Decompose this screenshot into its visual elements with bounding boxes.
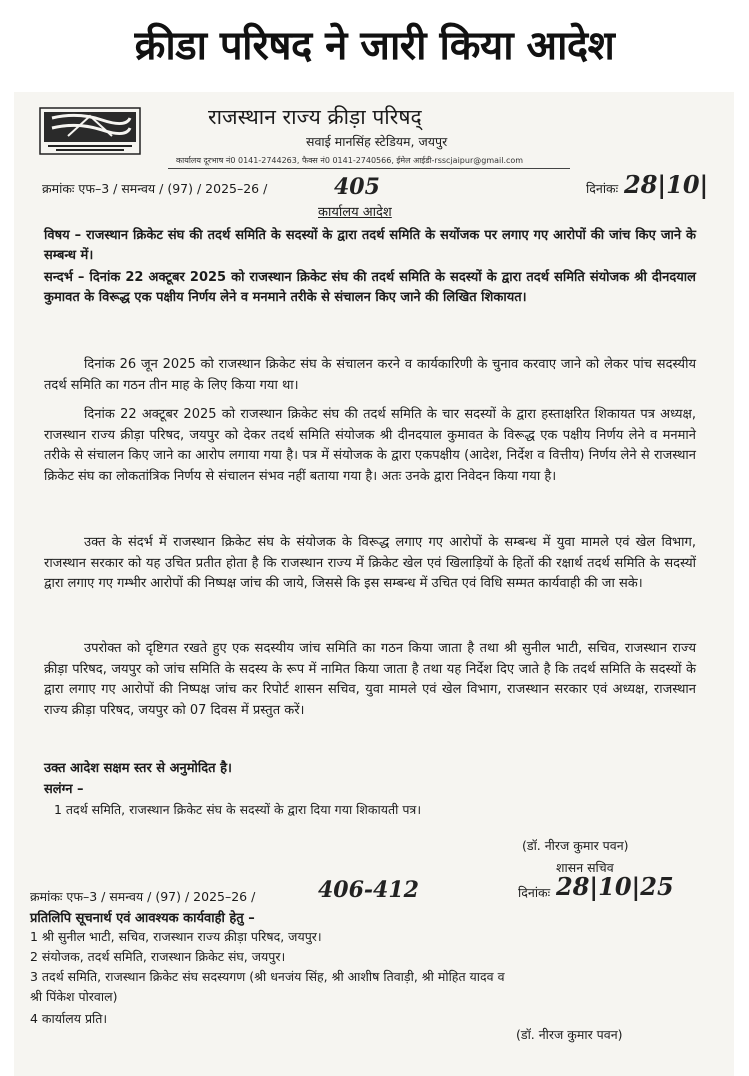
handwritten-copy-reference-number: 406-412	[318, 877, 419, 903]
venue-address: सवाई मानसिंह स्टेडियम, जयपुर	[306, 134, 448, 149]
signatory-name: (डॉ. नीरज कुमार पवन)	[522, 838, 629, 853]
copy-reference-number: क्रमांकः एफ–3 / समन्वय / (97) / 2025–26 /	[30, 889, 256, 904]
contact-line: कार्यालय दूरभाष नं0 0141-2744263, फैक्स नं0 0141-2740566, ईमेल आईडी-rsscjaipur@gmail.com	[176, 156, 524, 165]
copy-to-item: 3 तदर्थ समिति, राजस्थान क्रिकेट संघ सदस्यगण (श्री धनजंय सिंह, श्री आशीष तिवाड़ी, श्री मोहित यादव व	[30, 969, 505, 984]
copy-date-label: दिनांकः	[518, 885, 551, 900]
copy-to-item: 4 कार्यालय प्रति।	[30, 1011, 108, 1026]
copy-to-item: 1 श्री सुनील भाटी, सचिव, राजस्थान राज्य क्रीड़ा परिषद, जयपुर।	[30, 929, 322, 944]
enclosure-label: सलंग्न –	[44, 782, 84, 797]
body-paragraph: उपरोक्त को दृष्टिगत रखते हुए एक सदस्यीय जांच समिति का गठन किया जाता है तथा श्री सुनील भाटी, सचिव, राजस्थान राज्य क्रीड़ा परिषद, जयपुर को जांच समिति के सदस्य के रूप में नामित किया जाता है तथा यह निर्देश दिए जाते है कि तदर्थ समिति के सदस्यों के द्वारा लगाए गए आरोपों की निष्पक्ष जांच कर रिपोर्ट शासन सचिव, युवा मामले एवं खेल विभाग, राजस्थान सरकार एवं अध्यक्ष, राजस्थान राज्य क्रीड़ा परिषद, जयपुर को 07 दिवस में प्रस्तुत करें।	[44, 641, 696, 718]
body-paragraph: दिनांक 22 अक्टूबर 2025 को राजस्थान क्रिकेट संघ की तदर्थ समिति के चार सदस्यों के द्वारा हस्ताक्षरित शिकायत पत्र अध्यक्ष, राजस्थान राज्य क्रीड़ा परिषद, जयपुर को देकर तदर्थ समिति संयोजक श्री दीनदयाल कुमावत के विरूद्ध एक पक्षीय निर्णय लेने व मनमाने तरीके से संचालन किए जाने का आरोप लगाया गया है। पत्र में संयोजक के द्वारा एकपक्षीय (आदेश, निर्देश व वित्तीय) निर्णय लेने से राजस्थान क्रिकेट संघ का लोकतांत्रिक निर्णय से संचालन संभव नहीं बताया गया है। अतः उनके द्वारा निवेदन किया गया है।	[44, 407, 696, 484]
news-headline: क्रीडा परिषद ने जारी किया आदेश	[0, 0, 749, 92]
organization-name: राजस्थान राज्य क्रीड़ा परिषद्	[208, 105, 422, 129]
handwritten-reference-number: 405	[334, 174, 380, 200]
date-label: दिनांकः	[586, 181, 619, 196]
reference-context: सन्दर्भ – दिनांक 22 अक्टूबर 2025 को राजस्थान क्रिकेट संघ की तदर्थ समिति के सदस्यों के द्वारा तदर्थ समिति संयोजक श्री दीनदयाल कुमावत के विरूद्ध एक पक्षीय निर्णय लेने व मनमाने तरीके से संचालन किए जाने की लिखित शिकायत।	[44, 270, 696, 305]
handwritten-copy-date: 28|10|25	[556, 872, 674, 901]
handwritten-date: 28|10|	[624, 170, 709, 199]
body-paragraph: उक्त के संदर्भ में राजस्थान क्रिकेट संघ के संयोजक के विरूद्ध लगाए गए आरोपों के सम्बन्ध में युवा मामले एवं खेल विभाग, राजस्थान सरकार को यह उचित प्रतीत होता है कि राजस्थान राज्य में क्रिकेट खेल एवं खिलाड़ियों के हितों की रक्षार्थ तदर्थ समिति के सदस्यों द्वारा लगाए गए गम्भीर आरोपों की निष्पक्ष जांच की जाये, जिससे कि इस सम्बन्ध में उचित एवं विधि सम्मत कार्यवाही की जा सके।	[44, 535, 696, 591]
approval-note: उक्त आदेश सक्षम स्तर से अनुमोदित है।	[44, 761, 232, 776]
copy-signatory-name: (डॉ. नीरज कुमार पवन)	[516, 1027, 623, 1042]
copy-to-item: 2 संयोजक, तदर्थ समिति, राजस्थान क्रिकेट संघ, जयपुर।	[30, 949, 286, 964]
letterhead-divider	[168, 168, 570, 169]
subject-line: विषय – राजस्थान क्रिकेट संघ की तदर्थ समिति के सदस्यों के द्वारा तदर्थ समिति के सयोंजक पर लगाए गए आरोपों की जांच किए जाने के सम्बन्ध में।	[44, 228, 696, 263]
copy-to-heading: प्रतिलिपि सूचनार्थ एवं आवश्यक कार्यवाही हेतु –	[30, 911, 255, 926]
order-title: कार्यालय आदेश	[318, 205, 392, 220]
enclosure-item: 1 तदर्थ समिति, राजस्थान क्रिकेट संघ के सदस्यों के द्वारा दिया गया शिकायती पत्र।	[54, 802, 422, 817]
copy-to-item-continuation: श्री पिंकेश पोरवाल)	[30, 989, 118, 1004]
reference-number: क्रमांकः एफ–3 / समन्वय / (97) / 2025–26 /	[42, 181, 268, 196]
rajasthan-sports-council-emblem-icon	[38, 106, 142, 156]
body-paragraph: दिनांक 26 जून 2025 को राजस्थान क्रिकेट संघ के संचालन करने व कार्यकारिणी के चुनाव करवाए जाने को लेकर पांच सदस्यीय तदर्थ समिति का गठन तीन माह के लिए किया गया था।	[44, 357, 696, 393]
signatory-designation: शासन सचिव	[556, 860, 614, 875]
